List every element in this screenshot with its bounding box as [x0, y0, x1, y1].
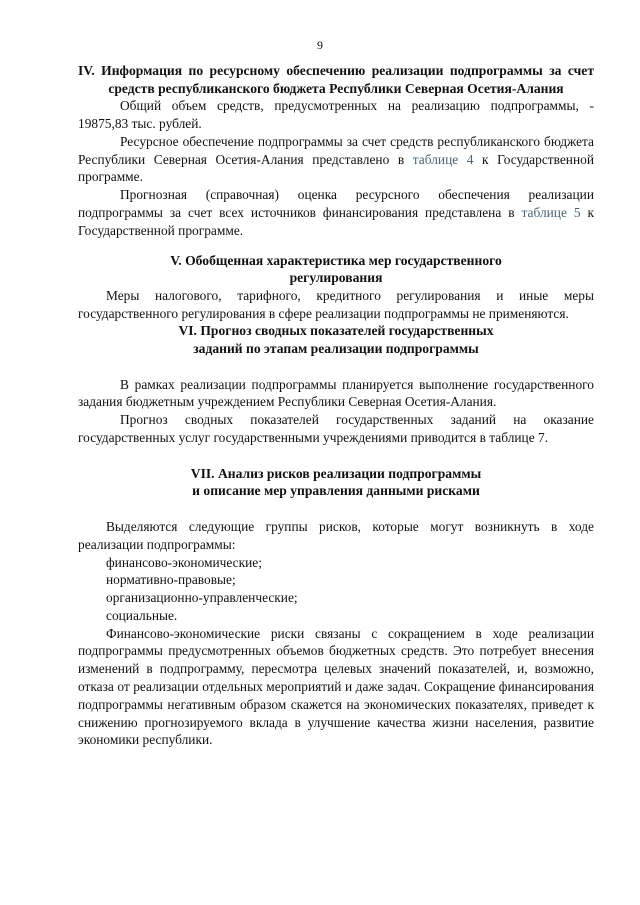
list-item: нормативно-правовые; [106, 572, 236, 588]
section-6-paragraph-1: В рамках реализации подпрограммы планируется выполнение государственного задания бюджетным учреждением Республики Северная Осетия-Алания. [78, 376, 594, 410]
section-5-heading-line-2: регулирования [289, 270, 383, 286]
section-6-heading-line-2: заданий по этапам реализации подпрограммы [193, 340, 479, 356]
section-4-heading: IV. Информация по ресурсному обеспечению реализации подпрограммы за счет средств республиканского бюджета Республики Северная Осетия-Алания [78, 63, 594, 96]
section-7-heading [78, 465, 594, 500]
section-4-paragraph-2-tail: к Государственной программе. [78, 151, 594, 185]
section-4-paragraph-3-text: Прогнозная (справочная) оценка ресурсного обеспечения реализации подпрограммы за счет всех источников финансирования представлена в [78, 187, 594, 220]
list-item: финансово-экономические; [106, 554, 262, 570]
section-4-paragraph-3 [78, 186, 594, 239]
risk-groups-list [78, 554, 594, 625]
section-7-intro: Выделяются следующие группы рисков, которые могут возникнуть в ходе реализации подпрограммы: [78, 518, 594, 552]
section-6-heading [78, 322, 594, 357]
table-4-link[interactable]: таблице 4 [412, 151, 474, 167]
section-4-paragraph-2 [78, 133, 594, 186]
section-5-heading [78, 252, 594, 287]
list-item: социальные. [106, 607, 178, 623]
section-7-heading-line-1: VII. Анализ рисков реализации подпрограммы [190, 465, 482, 481]
section-5-heading-line-1: V. Обобщенная характеристика мер государственного [170, 252, 502, 268]
section-6-heading-line-1: VI. Прогноз сводных показателей государственных [178, 323, 494, 339]
section-4-paragraph-3-tail: к Государственной программе. [78, 204, 594, 238]
section-6-paragraph-2: Прогноз сводных показателей государственных заданий на оказание государственных услуг государственными учреждениями приводится в таблице 7. [78, 412, 594, 445]
page-content [78, 62, 594, 749]
list-item: организационно-управленческие; [106, 590, 298, 606]
section-5-paragraph-1: Меры налогового, тарифного, кредитного регулирования и иные меры государственного регулирования в сфере реализации подпрограммы не применяются. [78, 287, 594, 321]
section-4-paragraph-1: Общий объем средств, предусмотренных на реализацию подпрограммы, - 19875,83 тыс. рублей. [78, 98, 594, 131]
section-7-paragraph-risks: Финансово-экономические риски связаны с сокращением в ходе реализации подпрограммы предусмотренных объемов бюджетных средств. Это потребует внесения изменений в подпрограмму, пересмотра целевых значений показателей, и, возможно, отказа от реализации отдельных мероприятий и даже задач. Сокращение финансирования подпрограммы негативным образом скажется на экономических показателях, приведет к снижению прогнозируемого вклада в улучшение качества жизни населения, развитие экономики республики. [78, 625, 594, 748]
section-7-heading-line-2: и описание мер управления данными рисками [192, 483, 480, 499]
section-4-paragraph-2-text: Ресурсное обеспечение подпрограммы за счет средств республиканского бюджета Республики Северная Осетия-Алания представлено в [78, 133, 594, 167]
page-number: 9 [317, 38, 323, 52]
table-5-link[interactable]: таблице 5 [521, 204, 581, 220]
